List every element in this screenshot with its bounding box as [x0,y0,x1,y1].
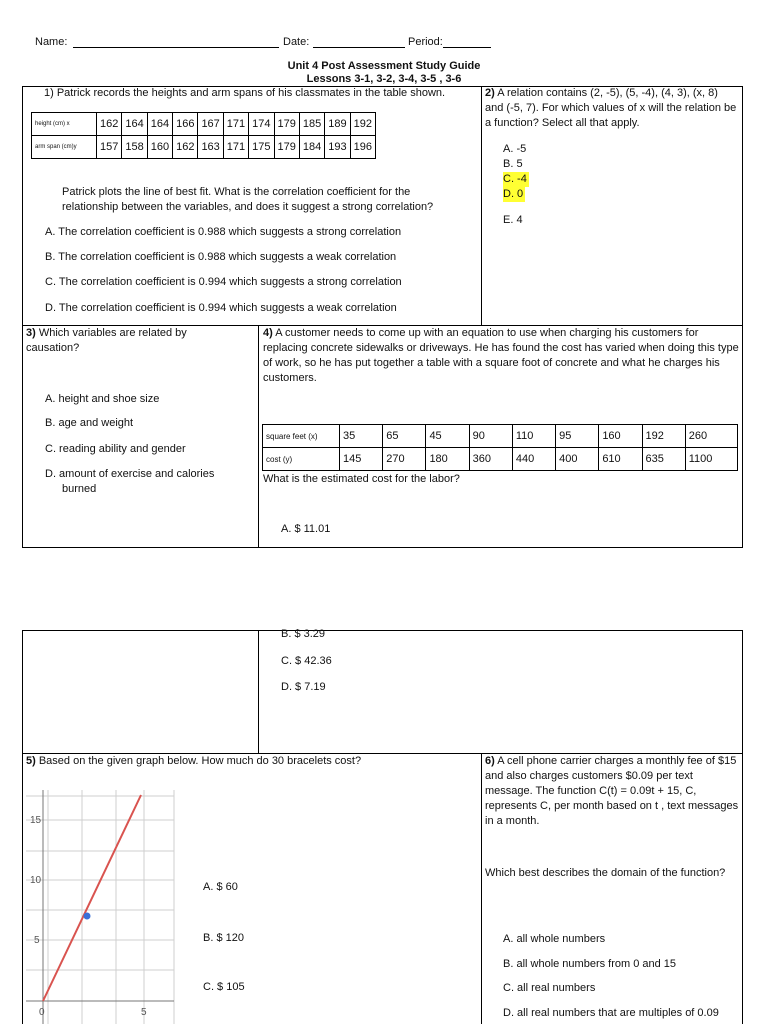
q1-option-d[interactable]: D. The correlation coefficient is 0.994 which suggests a weak correlation [45,302,397,314]
q3-option-d-cont: burned [62,483,97,495]
q3-prompt [26,326,226,356]
q1-cell: 164 [147,113,172,136]
q5-option-b[interactable]: B. $ 120 [203,932,244,944]
period-label: Period: [408,36,443,48]
q1-cell: 196 [350,136,375,159]
q2-option-e[interactable]: E. 4 [503,214,523,226]
q5-ytick-15: 15 [30,815,42,826]
q4-row1-label: square feet (x) [263,425,340,448]
box1-divider-bottom [258,325,259,548]
q1-cell: 171 [223,113,248,136]
q5-graph [26,790,176,1024]
q1-cell: 174 [249,113,274,136]
q1-cell: 157 [97,136,122,159]
q1-cell: 162 [97,113,122,136]
q1-row1-label: height (cm) x [32,113,97,136]
q4-question: What is the estimated cost for the labor? [263,473,460,485]
q5-option-c[interactable]: C. $ 105 [203,981,245,993]
q2-option-a[interactable]: A. -5 [503,143,527,155]
q3-option-a[interactable]: A. height and shoe size [45,393,160,405]
q1-table [31,112,376,159]
q4-cell: 260 [685,425,737,448]
q4-cell: 65 [383,425,426,448]
q1-cell: 160 [147,136,172,159]
box1-left [22,86,23,548]
q1-cell: 158 [122,136,147,159]
q4-cell: 180 [426,448,469,471]
q1-cell: 163 [198,136,223,159]
q1-option-c[interactable]: C. The correlation coefficient is 0.994 which suggests a strong correlation [45,276,402,288]
q1-cell: 192 [350,113,375,136]
q4-cell: 160 [599,425,642,448]
q4-row2-label: cost (y) [263,448,340,471]
page-title: Unit 4 Post Assessment Study Guide [287,60,481,72]
q4-cell: 1100 [685,448,737,471]
q5-number: 5) [26,755,36,767]
q4-cell: 110 [512,425,555,448]
box2-left [22,630,23,1024]
q1-question: Patrick plots the line of best fit. What is the correlation coefficient for the relationship between the variables, and does it suggest a strong correlation? [62,186,434,213]
q4-cell: 192 [642,425,685,448]
q4-prompt [263,326,739,386]
q1-prompt: 1) Patrick records the heights and arm spans of his classmates in the table shown. [44,87,446,99]
q2-option-b[interactable]: B. 5 [503,158,523,170]
q5-point [84,913,91,920]
q5-ytick-5: 5 [34,935,40,946]
box2-top [22,630,743,631]
q5-xtick-5: 5 [141,1007,147,1018]
box1-right [742,86,743,548]
name-label: Name: [35,36,68,48]
q4-option-d[interactable]: D. $ 7.19 [281,681,326,693]
q3-option-b[interactable]: B. age and weight [45,417,134,429]
q1-cell: 179 [274,113,299,136]
box1-bottom [22,547,743,548]
q3-option-d[interactable]: D. amount of exercise and calories [45,468,215,480]
q1-cell: 189 [325,113,350,136]
q4-number: 4) [263,327,273,339]
q1-option-a[interactable]: A. The correlation coefficient is 0.988 which suggests a strong correlation [45,226,402,238]
date-label: Date: [283,36,310,48]
q6-option-a[interactable]: A. all whole numbers [503,933,606,945]
q6-text: A cell phone carrier charges a monthly fee of $15 and also charges customers $0.09 per text message. The function C(t) = 0.09t + 15, C, represents C, per month based on t , text messages in a month. [485,755,739,827]
q1-cell: 171 [223,136,248,159]
q2-option-d[interactable]: D. 0 [503,188,524,200]
q6-prompt [485,754,739,829]
q5-option-a[interactable]: A. $ 60 [203,881,238,893]
q1-cell: 193 [325,136,350,159]
q1-cell: 184 [299,136,324,159]
q1-cell: 185 [299,113,324,136]
q4-cell: 145 [340,448,383,471]
q4-cell: 45 [426,425,469,448]
q4-cell: 35 [340,425,383,448]
q2-option-c[interactable]: C. -4 [503,173,527,185]
q4-cell: 270 [383,448,426,471]
box2-divider-bottom [481,753,482,1024]
box2-right [742,630,743,1024]
q1-row2-label: arm span (cm)y [32,136,97,159]
q5-xtick-0: 0 [39,1007,45,1018]
q4-option-a[interactable]: A. $ 11.01 [281,523,331,535]
q4-cell: 400 [556,448,599,471]
q4-text: A customer needs to come up with an equation to use when charging his customers for replacing concrete sidewalks or driveways. He has found the cost has varied when doing this type of work, so he has put together a table with a square foot of concrete and what he charges his customers. [263,327,739,384]
name-blank[interactable] [73,36,279,48]
q6-option-c[interactable]: C. all real numbers [503,982,596,994]
q1-option-b[interactable]: B. The correlation coefficient is 0.988 which suggests a weak correlation [45,251,397,263]
q4-option-c[interactable]: C. $ 42.36 [281,655,332,667]
q3-text: Which variables are related by causation? [26,327,187,354]
box2-divider-top [258,630,259,754]
q4-cell: 440 [512,448,555,471]
date-blank[interactable] [313,36,405,48]
q4-cell: 95 [556,425,599,448]
q4-option-b[interactable]: B. $ 3.29 [281,628,326,640]
q5-prompt [26,754,476,769]
q4-cell: 610 [599,448,642,471]
q6-number: 6) [485,755,495,767]
q6-question: Which best describes the domain of the function? [485,867,726,879]
period-blank[interactable] [443,36,491,48]
q1-cell: 167 [198,113,223,136]
q2-text: A relation contains (2, -5), (5, -4), (4, 3), (x, 8) and (-5, 7). For which values of x will the relation be a function? Select all that apply. [485,87,737,129]
q3-number: 3) [26,327,36,339]
q4-table [262,424,738,471]
q6-option-b[interactable]: B. all whole numbers from 0 and 15 [503,958,677,970]
q1-cell: 166 [173,113,198,136]
q4-cell: 360 [469,448,512,471]
q1-cell: 162 [173,136,198,159]
q3-option-c[interactable]: C. reading ability and gender [45,443,186,455]
q2-number: 2) [485,87,495,99]
q5-ytick-10: 10 [30,875,42,886]
lessons-subtitle: Lessons 3-1, 3-2, 3-4, 3-5 , 3-6 [306,73,462,85]
q4-cell: 90 [469,425,512,448]
q6-option-d[interactable]: D. all real numbers that are multiples of 0.09 [503,1007,719,1019]
q1-cell: 179 [274,136,299,159]
box1-divider-top [481,86,482,326]
q5-text: Based on the given graph below. How much do 30 bracelets cost? [35,755,362,767]
q1-cell: 164 [122,113,147,136]
q4-cell: 635 [642,448,685,471]
q1-cell: 175 [249,136,274,159]
q2-prompt [485,86,739,131]
